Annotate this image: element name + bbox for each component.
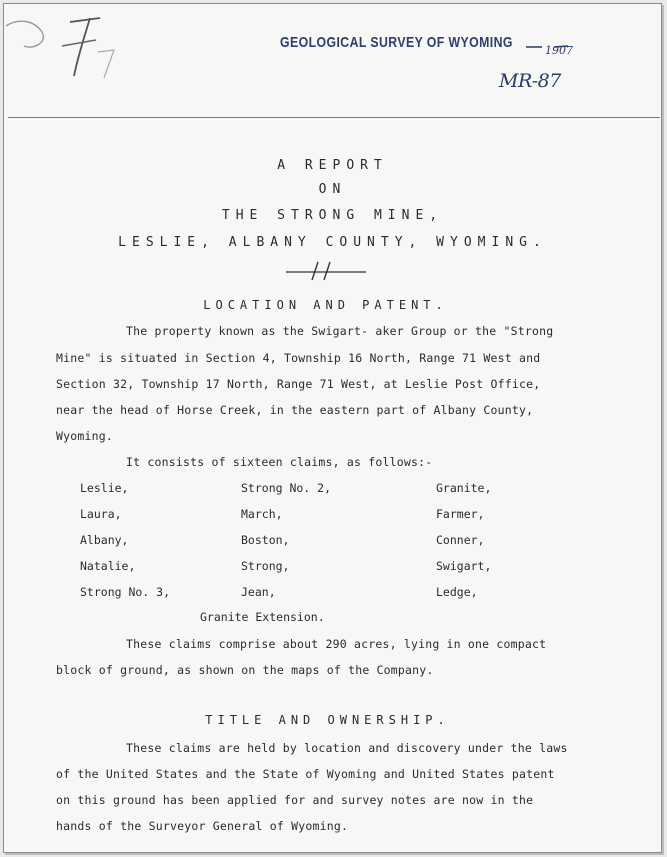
section-heading-title: TITLE AND OWNERSHIP. [205, 713, 450, 727]
claim-name: Strong No. 3, [80, 585, 171, 599]
title-line-3: THE STRONG MINE, [221, 208, 444, 223]
claim-name: Ledge, [436, 585, 478, 599]
paragraph-line: on this ground has been applied for and survey notes are now in the [56, 793, 534, 807]
claim-name: Granite, [436, 481, 492, 495]
claim-name: Leslie, [80, 481, 129, 495]
claim-name: March, [241, 507, 283, 521]
paragraph-line: Wyoming. [56, 429, 113, 443]
paragraph-line: hands of the Surveyor General of Wyoming. [56, 819, 349, 833]
claim-name: Strong No. 2, [241, 481, 332, 495]
claim-name: Boston, [241, 533, 290, 547]
paragraph-line: Section 32, Township 17 North, Range 71 West, at Leslie Post Office, [56, 377, 541, 391]
section-heading-location: LOCATION AND PATENT. [203, 298, 448, 312]
paragraph-line: of the United States and the State of Wyoming and United States patent [56, 767, 555, 781]
header-rule [8, 117, 660, 118]
claim-name: Jean, [241, 585, 276, 599]
paragraph-line: block of ground, as shown on the maps of the Company. [56, 663, 434, 677]
claim-name: Strong, [241, 559, 290, 573]
title-line-4: LESLIE, ALBANY COUNTY, WYOMING. [118, 235, 547, 250]
claim-name: Laura, [80, 507, 122, 521]
title-line-1: A REPORT [277, 158, 388, 173]
claim-name: Farmer, [436, 507, 485, 521]
title-divider [284, 260, 368, 282]
handwritten-year: 1907 [545, 44, 573, 57]
title-line-2: ON [318, 182, 347, 197]
claim-name: Albany, [80, 533, 129, 547]
paragraph-line: The property known as the Swigart- aker Group or the "Strong [126, 324, 554, 338]
claim-name: Swigart, [436, 559, 492, 573]
handwritten-scribble-mark [4, 4, 144, 94]
claim-name-last: Granite Extension. [200, 610, 325, 624]
claims-intro: It consists of sixteen claims, as follows:- [126, 455, 433, 469]
paragraph-line: These claims are held by location and discovery under the laws [126, 741, 568, 755]
survey-stamp: GEOLOGICAL SURVEY OF WYOMING [280, 34, 513, 51]
handwritten-reference: MR-87 [499, 70, 561, 92]
paragraph-line: near the head of Horse Creek, in the eastern part of Albany County, [56, 403, 534, 417]
paragraph-line: Mine" is situated in Section 4, Township 16 North, Range 71 West and [56, 351, 541, 365]
paragraph-line: These claims comprise about 290 acres, lying in one compact [126, 637, 547, 651]
document-page [3, 3, 662, 853]
claim-name: Natalie, [80, 559, 136, 573]
claim-name: Conner, [436, 533, 485, 547]
